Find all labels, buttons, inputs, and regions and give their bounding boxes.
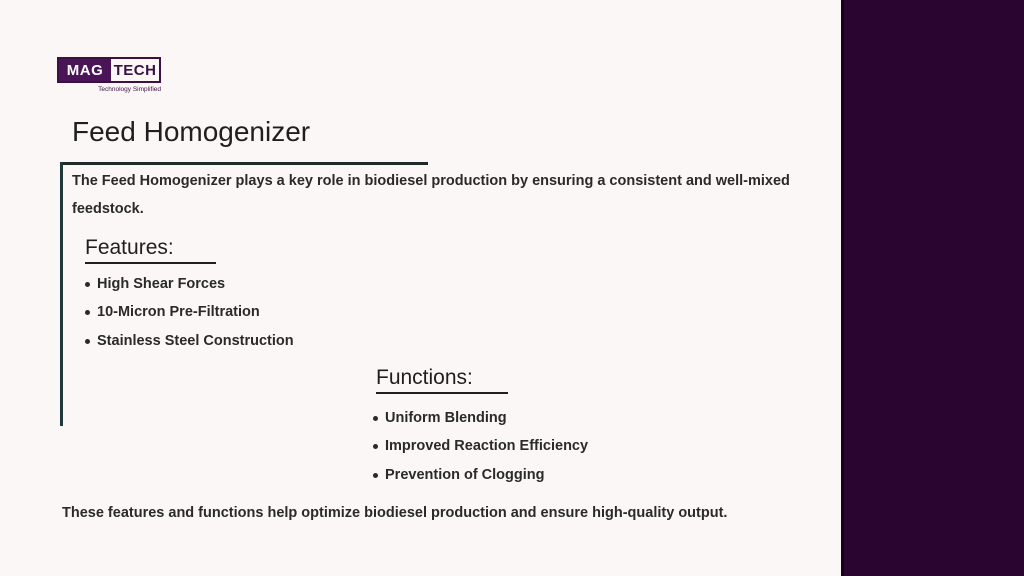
features-list [85, 270, 294, 355]
slide-title: Feed Homogenizer [72, 116, 311, 147]
intro-paragraph: The Feed Homogenizer plays a key role in biodiesel production by ensuring a consistent and well-mixed feedstock. [72, 173, 790, 217]
list-item: Prevention of Clogging [373, 461, 588, 489]
side-panel [841, 0, 1024, 576]
functions-list [373, 404, 588, 489]
logo-tagline: Technology Simplified [98, 86, 161, 93]
list-item: Improved Reaction Efficiency [373, 432, 588, 460]
list-item: Stainless Steel Construction [85, 327, 294, 355]
list-item: High Shear Forces [85, 270, 294, 298]
list-item: Uniform Blending [373, 404, 588, 432]
logo-mag-text: MAG [59, 59, 111, 81]
conclusion-text: These features and functions help optimize biodiesel production and ensure high-quality output. [62, 505, 728, 521]
accent-line-left [60, 162, 63, 426]
list-item: 10-Micron Pre-Filtration [85, 298, 294, 326]
logo-wordmark [57, 57, 161, 83]
accent-line-top [60, 162, 428, 165]
company-logo [57, 57, 161, 93]
features-heading: Features: [85, 236, 174, 259]
functions-heading: Functions: [376, 366, 473, 389]
logo-tech-text: TECH [113, 61, 157, 79]
features-underline [85, 262, 216, 264]
functions-underline [376, 392, 508, 394]
